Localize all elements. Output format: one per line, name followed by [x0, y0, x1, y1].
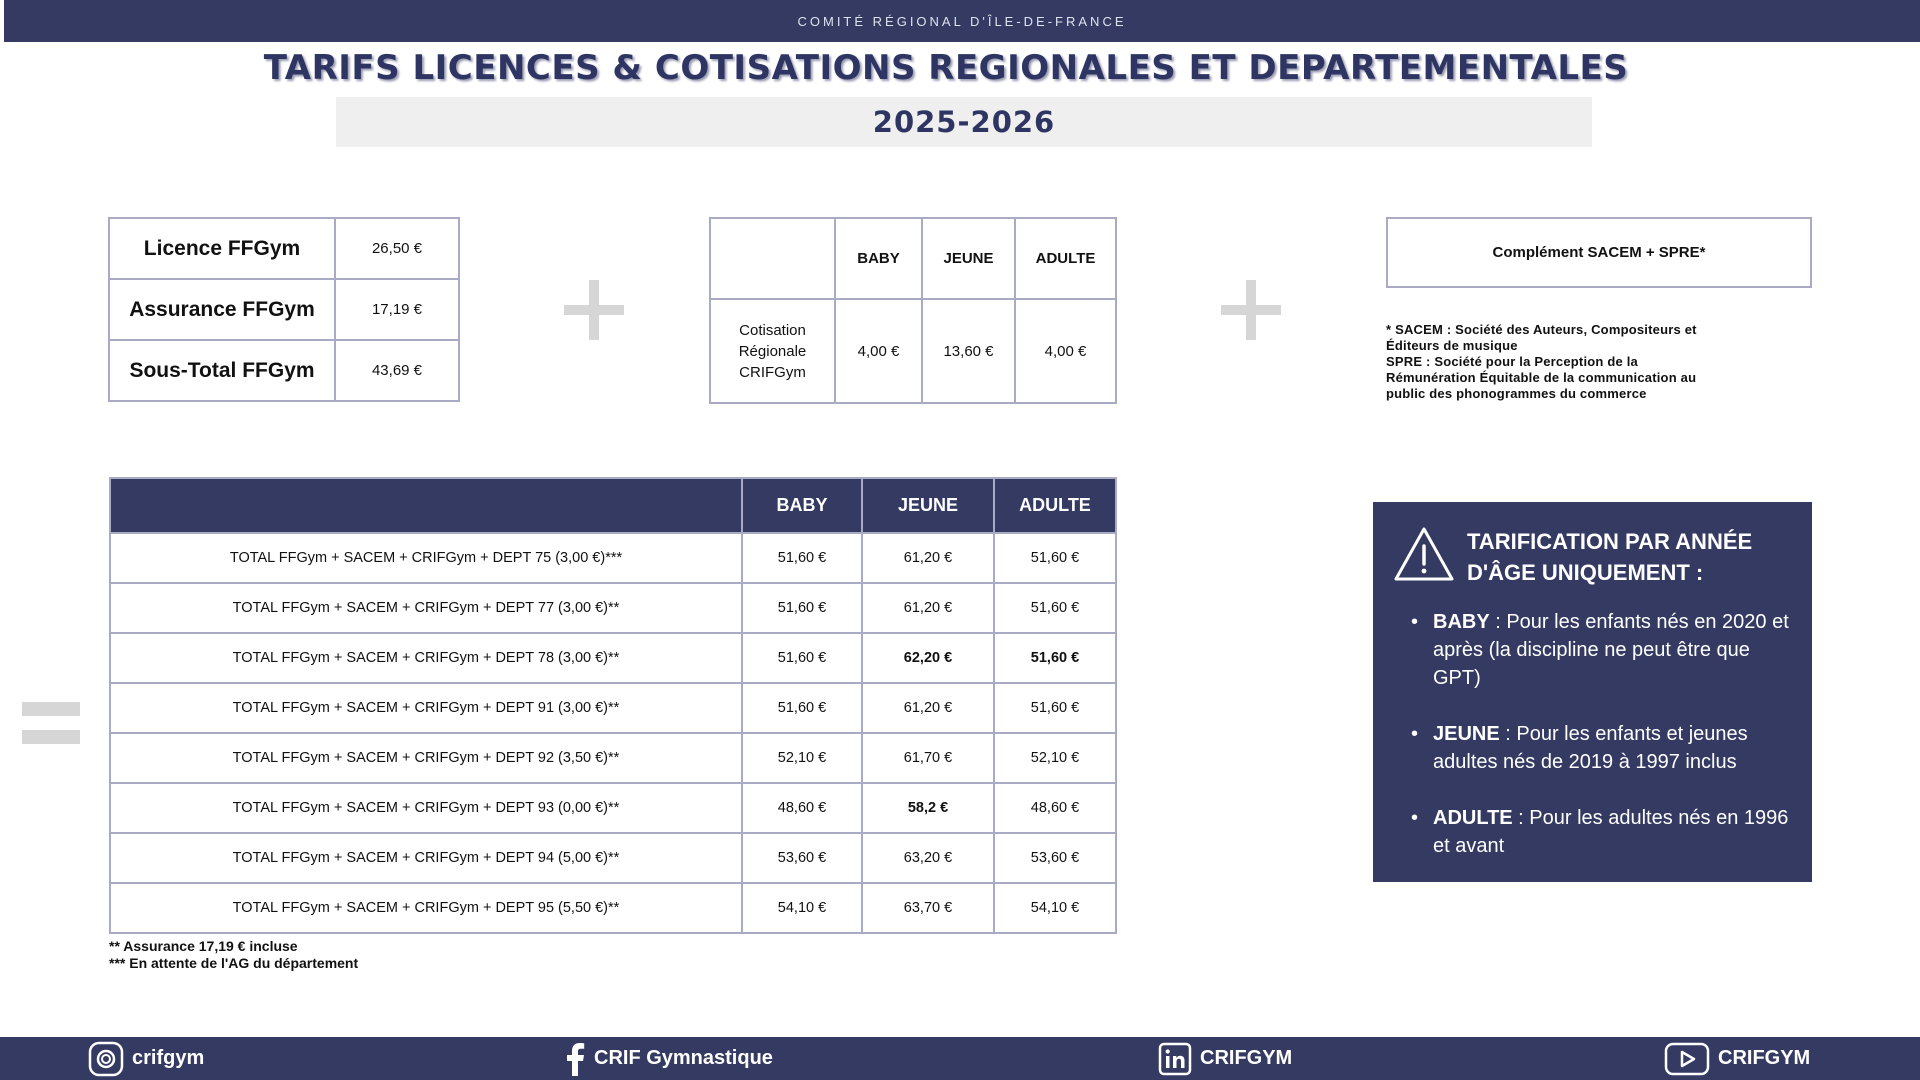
- total-label: TOTAL FFGym + SACEM + CRIFGym + DEPT 78 (3,00 €)**: [110, 633, 742, 683]
- total-baby: 53,60 €: [742, 833, 862, 883]
- table-row: [110, 833, 1116, 883]
- plus-sign-icon: [564, 280, 624, 340]
- total-adulte: 48,60 €: [994, 783, 1116, 833]
- category-text: : Pour les enfants nés en 2020 et après (la discipline ne peut être que GPT): [1433, 611, 1789, 689]
- header-adulte: ADULTE: [1015, 218, 1116, 299]
- info-title-line: TARIFICATION PAR ANNÉE: [1467, 529, 1753, 554]
- totals-footnotes: [109, 938, 358, 972]
- total-baby: 51,60 €: [742, 583, 862, 633]
- total-adulte: 54,10 €: [994, 883, 1116, 933]
- total-jeune: 58,2 €: [862, 783, 994, 833]
- note-line: SPRE : Société pour la Perception de la: [1386, 354, 1638, 369]
- header-baby: BABY: [742, 478, 862, 533]
- total-label: TOTAL FFGym + SACEM + CRIFGym + DEPT 94 (5,00 €)**: [110, 833, 742, 883]
- total-label: TOTAL FFGym + SACEM + CRIFGym + DEPT 77 (3,00 €)**: [110, 583, 742, 633]
- table-row: [109, 279, 459, 340]
- note-line: Éditeurs de musique: [1386, 338, 1518, 353]
- cotisation-jeune: 13,60 €: [922, 299, 1015, 403]
- cotisation-label-line: CRIFGym: [739, 363, 806, 381]
- cotisation-label: [710, 299, 835, 403]
- season-band: [336, 97, 1592, 147]
- organization-name: COMITÉ RÉGIONAL D'ÎLE-DE-FRANCE: [797, 13, 1127, 29]
- category-key: ADULTE: [1433, 807, 1513, 829]
- total-baby: 51,60 €: [742, 533, 862, 583]
- linkedin-link[interactable]: [1158, 1037, 1292, 1080]
- regional-cotisation-table: [709, 217, 1117, 404]
- footnote-line: *** En attente de l'AG du département: [109, 955, 359, 971]
- totals-table: [109, 477, 1117, 934]
- cotisation-label-line: Régionale: [738, 342, 807, 360]
- youtube-play-icon: [1664, 1042, 1710, 1076]
- total-baby: 54,10 €: [742, 883, 862, 933]
- age-pricing-info-box: [1373, 502, 1812, 882]
- total-jeune: 63,20 €: [862, 833, 994, 883]
- total-label: TOTAL FFGym + SACEM + CRIFGym + DEPT 92 (3,50 €)**: [110, 733, 742, 783]
- total-baby: 51,60 €: [742, 683, 862, 733]
- assurance-value: 17,19 €: [335, 279, 459, 340]
- table-row: [109, 340, 459, 401]
- youtube-link[interactable]: [1664, 1037, 1810, 1080]
- facebook-icon: [564, 1042, 586, 1076]
- instagram-icon: [88, 1041, 124, 1077]
- total-jeune: 61,20 €: [862, 583, 994, 633]
- empty-header-cell: [710, 218, 835, 299]
- social-footer: [0, 1037, 1920, 1080]
- note-line: * SACEM : Société des Auteurs, Compositeurs et: [1386, 322, 1697, 337]
- total-label: TOTAL FFGym + SACEM + CRIFGym + DEPT 91 (3,00 €)**: [110, 683, 742, 733]
- total-adulte: 51,60 €: [994, 533, 1116, 583]
- header-jeune: JEUNE: [922, 218, 1015, 299]
- total-label: TOTAL FFGym + SACEM + CRIFGym + DEPT 93 (0,00 €)**: [110, 783, 742, 833]
- total-jeune: 62,20 €: [862, 633, 994, 683]
- total-label: TOTAL FFGym + SACEM + CRIFGym + DEPT 95 (5,50 €)**: [110, 883, 742, 933]
- category-key: BABY: [1433, 611, 1490, 633]
- facebook-link[interactable]: [564, 1037, 773, 1080]
- sacem-complement-box: Complément SACEM + SPRE*: [1386, 217, 1812, 288]
- category-key: JEUNE: [1433, 723, 1500, 745]
- top-banner: [4, 0, 1920, 42]
- empty-header-cell: [110, 478, 742, 533]
- note-line: Rémunération Équitable de la communication au: [1386, 370, 1697, 385]
- page-title: TARIFS LICENCES & COTISATIONS REGIONALES ET DEPARTEMENTALES: [263, 48, 1629, 88]
- table-row: [110, 733, 1116, 783]
- table-row: [110, 633, 1116, 683]
- total-jeune: 61,20 €: [862, 533, 994, 583]
- header-adulte: ADULTE: [994, 478, 1116, 533]
- total-baby: 51,60 €: [742, 633, 862, 683]
- footnote-line: ** Assurance 17,19 € incluse: [109, 938, 298, 954]
- note-line: public des phonogrammes du commerce: [1386, 386, 1647, 401]
- season-label: 2025-2026: [872, 105, 1056, 139]
- subtotal-label: Sous-Total FFGym: [109, 340, 335, 401]
- table-header-row: [710, 218, 1116, 299]
- age-category-list: [1407, 608, 1799, 888]
- linkedin-icon: [1158, 1042, 1192, 1076]
- assurance-label: Assurance FFGym: [109, 279, 335, 340]
- total-adulte: 51,60 €: [994, 583, 1116, 633]
- table-row: [110, 533, 1116, 583]
- cotisation-adulte: 4,00 €: [1015, 299, 1116, 403]
- list-item: [1407, 720, 1799, 776]
- total-adulte: 51,60 €: [994, 683, 1116, 733]
- total-label: TOTAL FFGym + SACEM + CRIFGym + DEPT 75 (3,00 €)***: [110, 533, 742, 583]
- table-row: [110, 883, 1116, 933]
- sacem-footnote: [1386, 322, 1806, 402]
- cotisation-label-line: Cotisation: [739, 321, 806, 339]
- list-item: [1407, 804, 1799, 860]
- table-row: [110, 783, 1116, 833]
- licence-table: [108, 217, 460, 402]
- instagram-handle: crifgym: [132, 1047, 205, 1069]
- info-title: [1467, 526, 1797, 588]
- facebook-page-name: CRIF Gymnastique: [594, 1047, 773, 1069]
- total-jeune: 61,20 €: [862, 683, 994, 733]
- licence-value: 26,50 €: [335, 218, 459, 279]
- total-baby: 52,10 €: [742, 733, 862, 783]
- table-row: [110, 683, 1116, 733]
- table-row: [110, 583, 1116, 633]
- linkedin-page-name: CRIFGYM: [1200, 1047, 1293, 1069]
- total-adulte: 53,60 €: [994, 833, 1116, 883]
- instagram-link[interactable]: [88, 1037, 204, 1080]
- plus-sign-icon: [1221, 280, 1281, 340]
- table-header-row: [110, 478, 1116, 533]
- table-row: [109, 218, 459, 279]
- header-baby: BABY: [835, 218, 922, 299]
- info-title-line: D'ÂGE UNIQUEMENT :: [1467, 560, 1704, 585]
- total-adulte: 52,10 €: [994, 733, 1116, 783]
- total-adulte: 51,60 €: [994, 633, 1116, 683]
- subtotal-value: 43,69 €: [335, 340, 459, 401]
- licence-label: Licence FFGym: [109, 218, 335, 279]
- header-jeune: JEUNE: [862, 478, 994, 533]
- table-row: [710, 299, 1116, 403]
- cotisation-baby: 4,00 €: [835, 299, 922, 403]
- category-text: : Pour les enfants et jeunes adultes nés de 2019 à 1997 inclus: [1433, 723, 1748, 773]
- total-jeune: 63,70 €: [862, 883, 994, 933]
- total-jeune: 61,70 €: [862, 733, 994, 783]
- youtube-channel-name: CRIFGYM: [1718, 1047, 1811, 1069]
- list-item: [1407, 608, 1799, 692]
- equals-sign-icon: [22, 702, 80, 744]
- warning-icon: [1393, 526, 1455, 582]
- total-baby: 48,60 €: [742, 783, 862, 833]
- category-text: : Pour les adultes nés en 1996 et avant: [1433, 807, 1789, 857]
